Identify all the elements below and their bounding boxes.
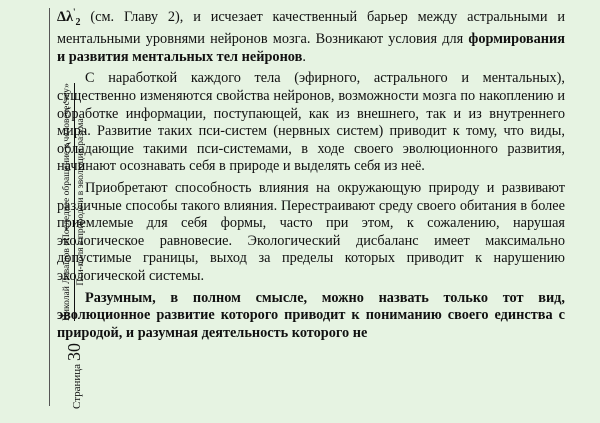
paragraph-4: Разумным, в полном смысле, можно назвать только тот вид, эволюционное развитие которого приводит к пониманию своего единства с природой, и разумная деятельность которого не bbox=[57, 289, 565, 341]
book-author-title: Николай Левашов «Последнее обращение к человечеству» bbox=[61, 83, 75, 321]
paragraph-1: $\Delta\lambda'_2$ (см. Главу 2), и исчезает качественный барьер между астральными и ментальными уровнями нейронов мозга. Возникают условия для формирования и развития ментальных тел нейронов. bbox=[57, 7, 565, 65]
vertical-divider bbox=[49, 8, 50, 406]
chapter-title: Пси-поля в природе и в эволюции разума bbox=[76, 118, 86, 286]
page-body bbox=[57, 4, 565, 346]
page-indicator bbox=[64, 343, 85, 409]
page-number: 30 bbox=[63, 342, 84, 361]
emphasis: формирования и развития ментальных тел нейронов bbox=[57, 31, 565, 65]
page-label: Страница bbox=[70, 363, 83, 409]
formula: $\Delta\lambda'_2$ bbox=[57, 7, 81, 28]
paragraph-3: Приобретают способность влияния на окружающую природу и развивают различные способы такого влияния. Перестраивают среду своего обитания в более приемлемые для себя формы, часто при этом, к сожалению, нарушая экологическое равновесие. Экологический дисбаланс имеет максимально допустимые границы, выход за пределы которых приводит к нарушению экологической системы. bbox=[57, 179, 565, 284]
paragraph-2: С наработкой каждого тела (эфирного, астрального и ментальных), существенно изменяются свойства нейронов, возможности мозга по накоплению и обработке информации, поступающей, как из внешнего, так и из внутреннего мира. Развитие таких пси-систем (нервных систем) приводит к тому, что виды, обладающие такими пси-системами, в ходе своего эволюционного развития, начинают осознавать себя в природе и выделять себя из неё. bbox=[57, 70, 565, 175]
